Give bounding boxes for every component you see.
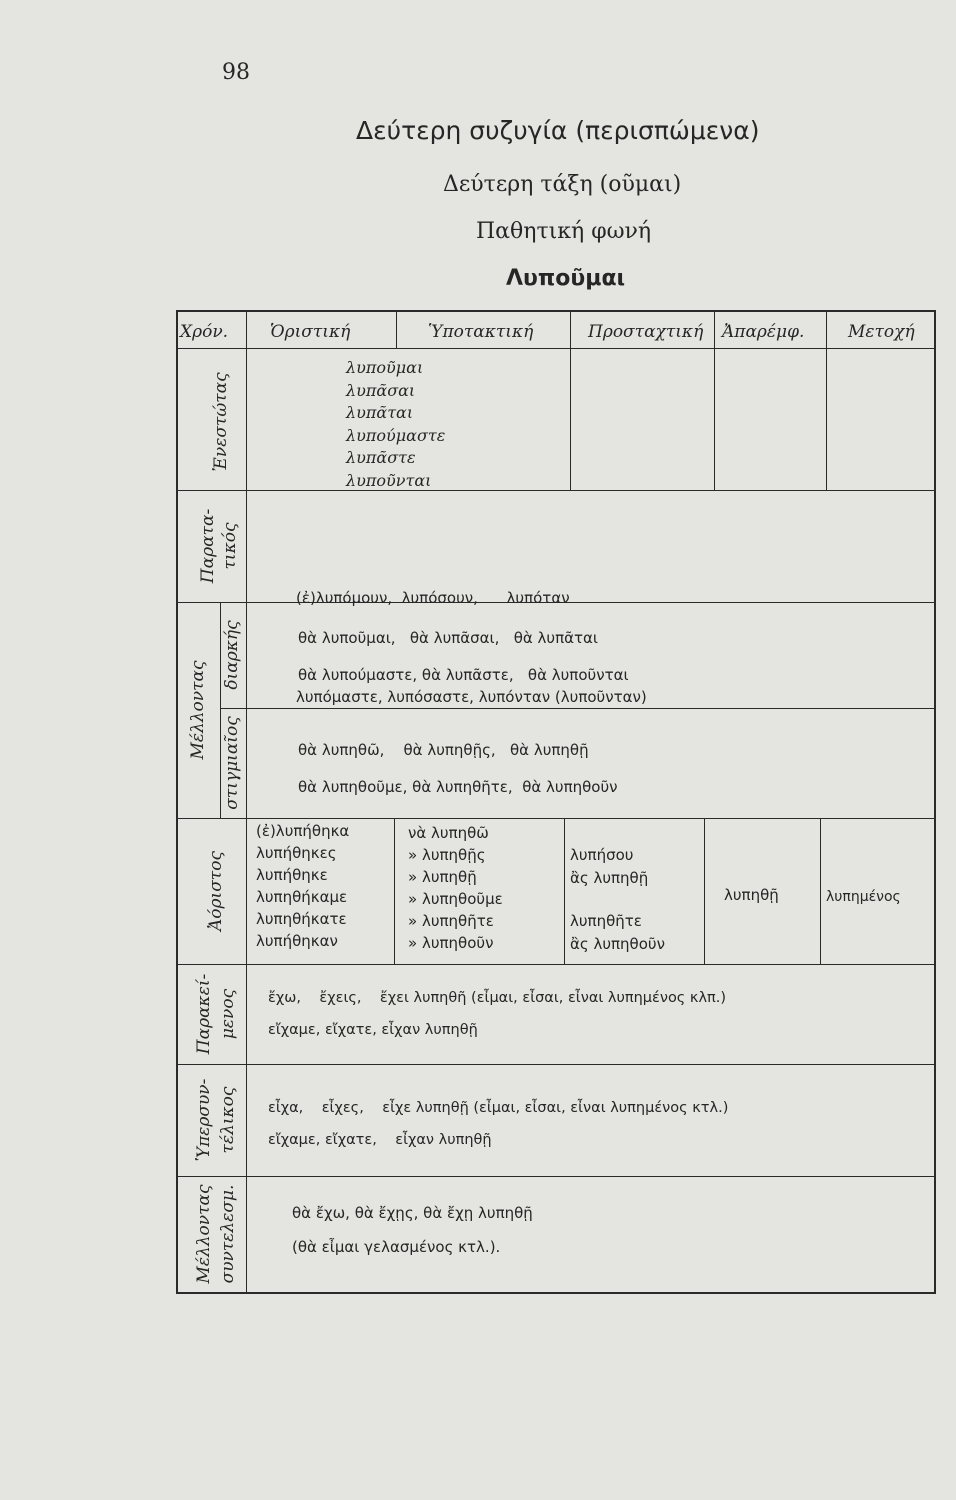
- tense-label-aorist: Ἀόριστος: [206, 851, 226, 931]
- aorist-imperative-form: λυπηθῆτε: [570, 912, 642, 930]
- future-momentary-line: θὰ λυπηθῶ, θὰ λυπηθῇς, θὰ λυπηθῇ: [298, 741, 589, 759]
- perfect-line: ἔχω, ἔχεις, ἔχει λυπηθῆ (εἶμαι, εἶσαι, εἶναι λυπημένος κλπ.): [268, 990, 727, 1006]
- aorist-subjunctive-form: » λυπηθοῦν: [408, 934, 494, 952]
- aorist-indicative: [256, 820, 349, 952]
- tense-label-imperfect: τικός: [220, 522, 240, 570]
- pluperfect-line: εἴχαμε, εἴχατε, εἶχαν λυπηθῇ: [268, 1132, 492, 1148]
- aorist-divider: [564, 818, 565, 964]
- future-perfect-line: (θὰ εἶμαι γελασμένος κτλ.).: [292, 1238, 501, 1256]
- tense-label-perfect: Παρακεί-: [194, 973, 214, 1055]
- conjugation-class: Δεύτερη τάξη (οῦμαι): [443, 172, 682, 197]
- aorist-subjunctive-form: νὰ λυπηθῶ: [408, 824, 489, 842]
- future-momentary-forms: [298, 732, 618, 806]
- present-form: λυπᾶται: [346, 403, 414, 422]
- header-divider: [714, 310, 715, 490]
- tense-label-imperfect: Παρατα-: [198, 508, 218, 584]
- voice-label: Παθητική φωνή: [476, 219, 652, 244]
- aorist-imperative-form: ἂς λυπηθοῦν: [570, 935, 665, 953]
- future-continuous-line: θὰ λυποῦμαι, θὰ λυπᾶσαι, θὰ λυπᾶται: [298, 629, 599, 647]
- aorist-divider: [820, 818, 821, 964]
- tense-label-future-momentary: στιγμιαῖος: [222, 716, 242, 810]
- pluperfect-line: εἶχα, εἶχες, εἶχε λυπηθῇ (εἶμαι, εἶσαι, εἶναι λυπημένος κτλ.): [268, 1100, 729, 1116]
- aorist-indicative-form: λυπηθήκατε: [256, 910, 347, 928]
- perfect-line: εἴχαμε, εἴχατε, εἶχαν λυπηθῇ: [268, 1022, 478, 1038]
- tense-label-present: Ἐνεστώτας: [211, 372, 231, 472]
- aorist-indicative-form: λυπήθηκαν: [256, 932, 338, 950]
- aorist-subjunctive-form: » λυπηθοῦμε: [408, 890, 503, 908]
- tense-label-perfect: μενος: [218, 988, 238, 1040]
- header-imperative: Προσταχτική: [588, 322, 704, 342]
- aorist-subjunctive: [408, 822, 503, 954]
- aorist-subjunctive-form: » λυπηθῆτε: [408, 912, 494, 930]
- aorist-indicative-form: (ἐ)λυπήθηκα: [256, 822, 350, 840]
- table-border-right: [934, 310, 936, 1294]
- pluperfect-forms: [268, 1092, 728, 1156]
- future-perfect-forms: [292, 1196, 533, 1264]
- row-separator: [176, 1064, 936, 1065]
- future-continuous-forms: [298, 620, 629, 694]
- row-separator: [176, 818, 936, 819]
- row-separator: [176, 964, 936, 965]
- present-forms: [346, 356, 445, 491]
- present-form: λυποῦνται: [346, 470, 432, 490]
- future-continuous-line: θὰ λυπούμαστε, θὰ λυπᾶστε, θὰ λυποῦνται: [298, 666, 629, 684]
- aorist-subjunctive-form: » λυπηθῇς: [408, 846, 486, 864]
- aorist-imperative-form: ἂς λυπηθῇ: [570, 869, 649, 887]
- table-border-left: [176, 310, 178, 1294]
- future-perfect-line: θὰ ἔχω, θὰ ἔχῃς, θὰ ἔχῃ λυπηθῇ: [292, 1204, 533, 1222]
- tense-label-pluperfect: τέλικος: [218, 1086, 238, 1154]
- future-subcolumn-divider: [220, 602, 221, 818]
- tense-label-future-continuous: διαρκής: [222, 620, 242, 690]
- aorist-imperative-form: λυπήσου: [570, 846, 634, 864]
- page-title: Δεύτερη συζυγία (περισπώμενα): [356, 116, 760, 145]
- header-infinitive: Ἀπαρέμφ.: [722, 322, 805, 342]
- table-border-top: [176, 310, 936, 312]
- tense-label-future: Μέλλοντας: [188, 660, 208, 760]
- present-form: λυπᾶστε: [346, 448, 416, 467]
- present-form: λυπᾶσαι: [346, 380, 416, 400]
- aorist-divider: [704, 818, 705, 964]
- tense-label-future-perfect: συντελεσμ.: [218, 1184, 238, 1284]
- table-border-bottom: [176, 1292, 936, 1294]
- aorist-infinitive: λυπηθῇ: [724, 886, 779, 904]
- perfect-forms: [268, 982, 726, 1046]
- aorist-indicative-form: λυπήθηκες: [256, 844, 337, 862]
- header-divider: [570, 310, 571, 490]
- header-divider: [826, 310, 827, 490]
- header-participle: Μετοχή: [848, 322, 915, 342]
- header-subjunctive: Ὑποτακτική: [428, 322, 534, 342]
- imperfect-line: λυπόμαστε, λυπόσαστε, λυπόνταν (λυποῦνταν): [296, 688, 647, 706]
- future-momentary-line: θὰ λυπηθοῦμε, θὰ λυπηθῆτε, θὰ λυπηθοῦν: [298, 778, 618, 796]
- verb-heading: Λυποῦμαι: [506, 266, 626, 291]
- aorist-imperative-2: [570, 910, 665, 956]
- row-separator: [176, 1176, 936, 1177]
- aorist-subjunctive-form: » λυπηθῇ: [408, 868, 477, 886]
- aorist-indicative-form: λυπήθηκε: [256, 866, 328, 884]
- page-number: 98: [222, 60, 250, 85]
- tense-label-future-perfect: Μέλλοντας: [194, 1184, 214, 1284]
- aorist-imperative-1: [570, 844, 648, 890]
- aorist-participle: λυπημένος: [826, 889, 901, 905]
- aorist-indicative-form: λυπηθήκαμε: [256, 888, 348, 906]
- header-tense: Χρόν.: [180, 322, 229, 342]
- header-indicative: Ὁριστική: [270, 322, 351, 342]
- tense-column-divider: [246, 310, 247, 1294]
- row-separator: [176, 490, 936, 491]
- present-form: λυποῦμαι: [346, 358, 424, 377]
- header-rule: [176, 348, 936, 349]
- aorist-divider: [394, 818, 395, 964]
- conjugation-table: [176, 310, 936, 1294]
- imperfect-line: (ἐ)λυπόμουν, λυπόσουν, λυπόταν: [296, 589, 570, 607]
- present-form: λυπούμαστε: [346, 425, 446, 445]
- header-divider: [396, 310, 397, 348]
- tense-label-pluperfect: Ὑπερσυν-: [194, 1078, 214, 1162]
